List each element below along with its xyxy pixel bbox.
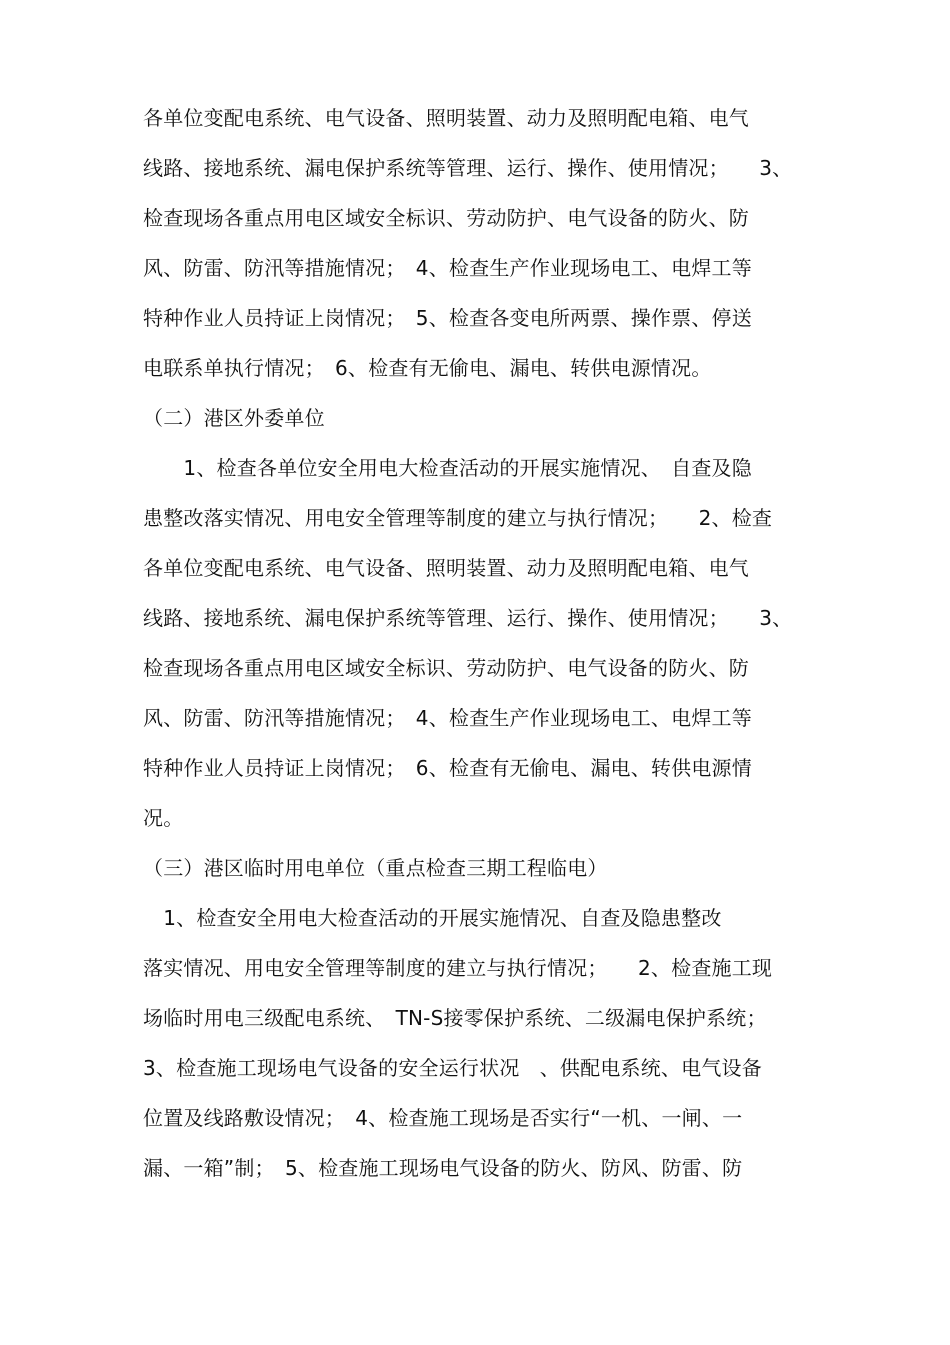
text-line: 场临时用电三级配电系统、 TN-S接零保护系统、二级漏电保护系统；	[143, 1006, 767, 1030]
text-line: 漏、一箱”制； 5、检查施工现场电气设备的防火、防风、防雷、防	[143, 1156, 743, 1180]
text-line: 特种作业人员持证上岗情况； 6、检查有无偷电、漏电、转供电源情	[143, 756, 752, 780]
text-line: 患整改落实情况、用电安全管理等制度的建立与执行情况； 2、检查	[143, 506, 773, 530]
text-line: 位置及线路敷设情况； 4、检查施工现场是否实行“一机、一闸、一	[143, 1106, 743, 1130]
text-line: 1、检查各单位安全用电大检查活动的开展实施情况、 自查及隐	[143, 456, 752, 480]
text-line: 线路、接地系统、漏电保护系统等管理、运行、操作、使用情况； 3、	[143, 606, 793, 630]
text-line: 风、防雷、防汛等措施情况； 4、检查生产作业现场电工、电焊工等	[143, 706, 752, 730]
text-line: 风、防雷、防汛等措施情况； 4、检查生产作业现场电工、电焊工等	[143, 256, 752, 280]
text-line: 况。	[143, 806, 184, 830]
text-line: 线路、接地系统、漏电保护系统等管理、运行、操作、使用情况； 3、	[143, 156, 793, 180]
text-line: 3、检查施工现场电气设备的安全运行状况 、供配电系统、电气设备	[143, 1056, 762, 1080]
section-heading: （二）港区外委单位	[143, 406, 325, 430]
text-line: 各单位变配电系统、电气设备、照明装置、动力及照明配电箱、电气	[143, 106, 749, 130]
text-line: 检查现场各重点用电区域安全标识、劳动防护、电气设备的防火、防	[143, 206, 749, 230]
text-line: 电联系单执行情况； 6、检查有无偷电、漏电、转供电源情况。	[143, 356, 712, 380]
text-line: 1、检查安全用电大检查活动的开展实施情况、自查及隐患整改	[143, 906, 722, 930]
text-line: 落实情况、用电安全管理等制度的建立与执行情况； 2、检查施工现	[143, 956, 773, 980]
section-heading: （三）港区临时用电单位（重点检查三期工程临电）	[143, 856, 608, 880]
text-line: 检查现场各重点用电区域安全标识、劳动防护、电气设备的防火、防	[143, 656, 749, 680]
text-line: 各单位变配电系统、电气设备、照明装置、动力及照明配电箱、电气	[143, 556, 749, 580]
text-line: 特种作业人员持证上岗情况； 5、检查各变电所两票、操作票、停送	[143, 306, 752, 330]
